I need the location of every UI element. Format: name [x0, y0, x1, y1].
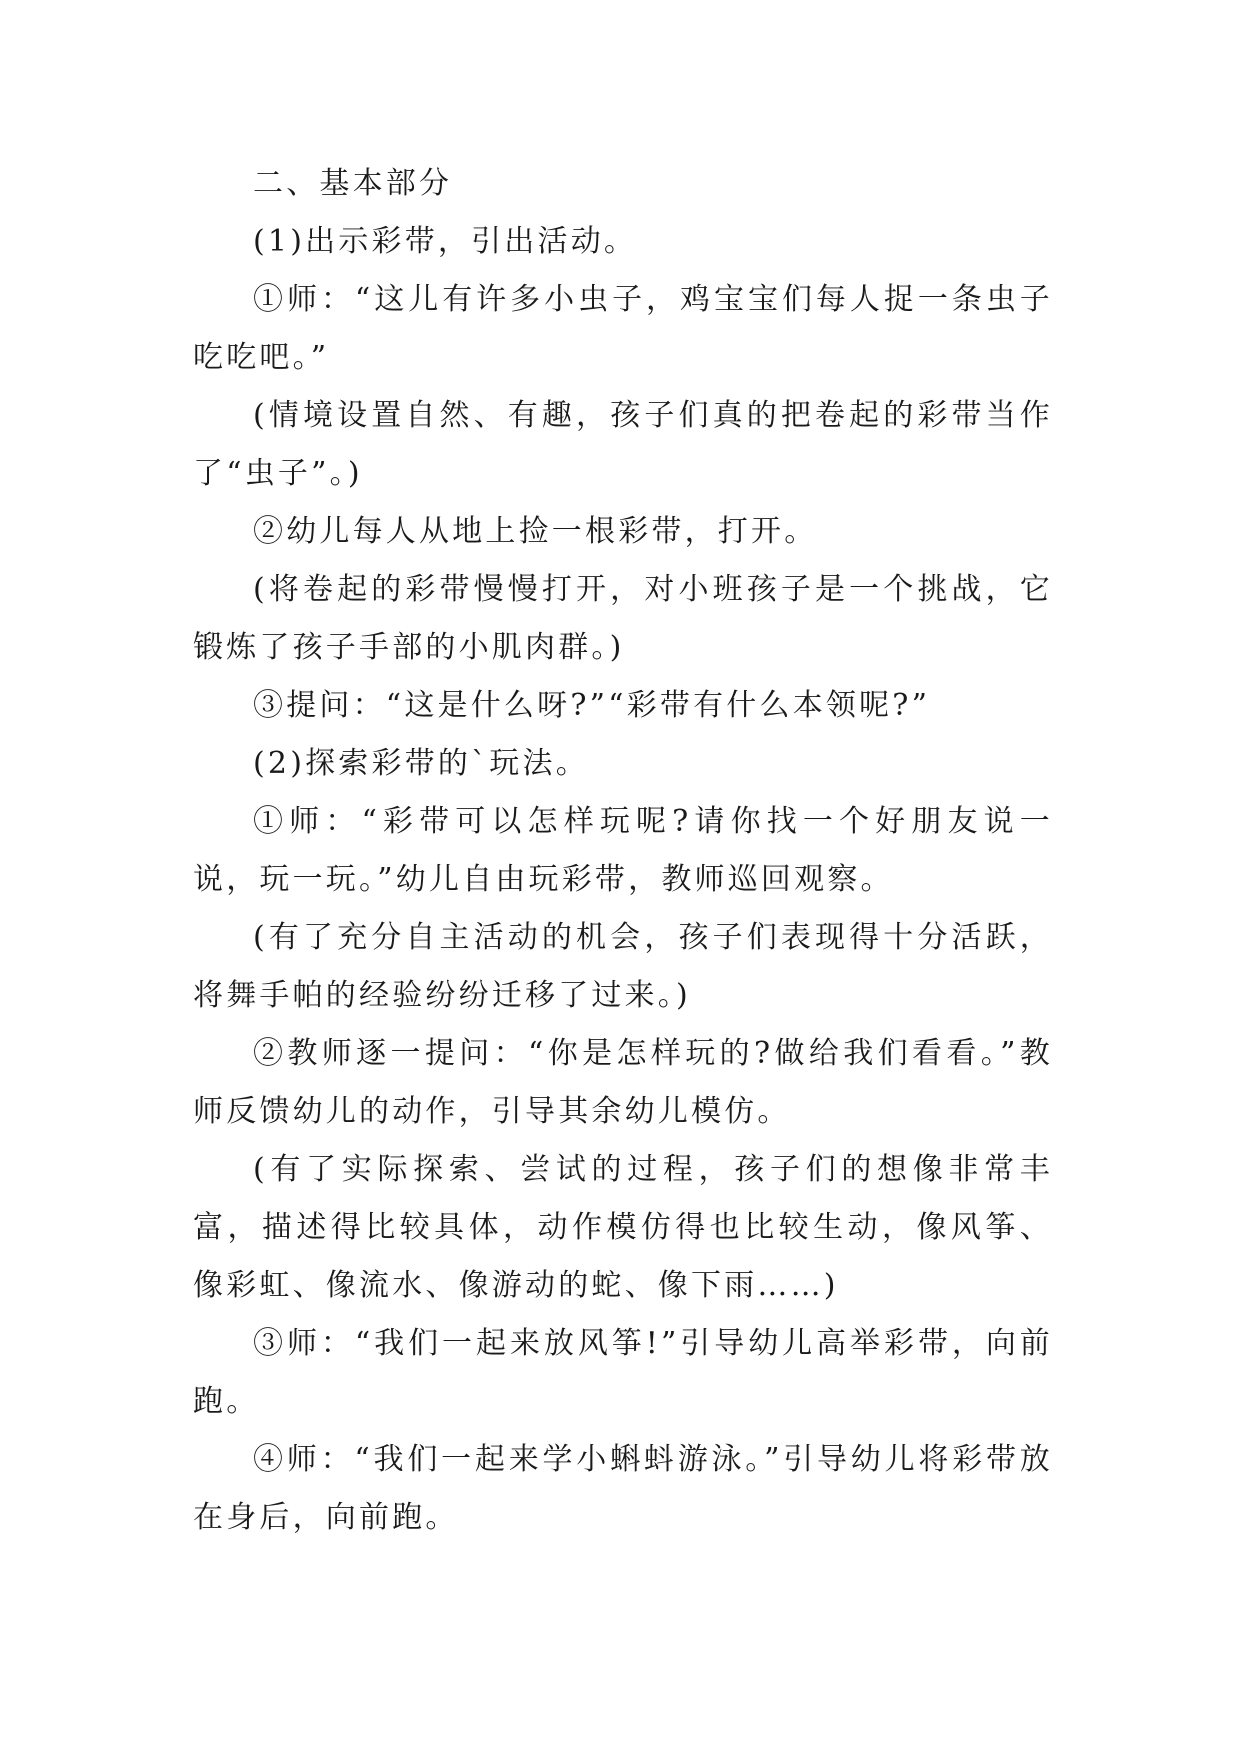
paragraph: ①师：“这儿有许多小虫子，鸡宝宝们每人捉一条虫子吃吃吧。”: [193, 282, 1053, 375]
paragraph: ②幼儿每人从地上捡一根彩带，打开。: [253, 514, 818, 549]
paragraph: ③提问：“这是什么呀?”“彩带有什么本领呢?”: [253, 688, 931, 723]
document-page: [193, 155, 1053, 1547]
paragraph: ②教师逐一提问：“你是怎样玩的?做给我们看看。”教师反馈幼儿的动作，引导其余幼儿模仿。: [193, 1036, 1053, 1129]
paragraph: ④师：“我们一起来学小蝌蚪游泳。”引导幼儿将彩带放在身后，向前跑。: [193, 1442, 1053, 1535]
paragraph: ①师：“彩带可以怎样玩呢?请你找一个好朋友说一说，玩一玩。”幼儿自由玩彩带，教师巡回观察。: [193, 804, 1053, 897]
paragraph: (有了充分自主活动的机会，孩子们表现得十分活跃，将舞手帕的经验纷纷迁移了过来。): [193, 920, 1053, 1013]
paragraph: (2)探索彩带的`玩法。: [253, 746, 589, 781]
paragraph: (将卷起的彩带慢慢打开，对小班孩子是一个挑战，它锻炼了孩子手部的小肌肉群。): [193, 572, 1053, 665]
paragraph: ③师：“我们一起来放风筝!”引导幼儿高举彩带，向前跑。: [193, 1326, 1053, 1419]
section-heading: 二、基本部分: [253, 166, 453, 201]
paragraph: (有了实际探索、尝试的过程，孩子们的想像非常丰富，描述得比较具体，动作模仿得也比较生动，像风筝、像彩虹、像流水、像游动的蛇、像下雨……): [193, 1152, 1053, 1303]
paragraph: (情境设置自然、有趣，孩子们真的把卷起的彩带当作了“虫子”。): [193, 398, 1053, 491]
paragraph: (1)出示彩带，引出活动。: [253, 224, 638, 259]
